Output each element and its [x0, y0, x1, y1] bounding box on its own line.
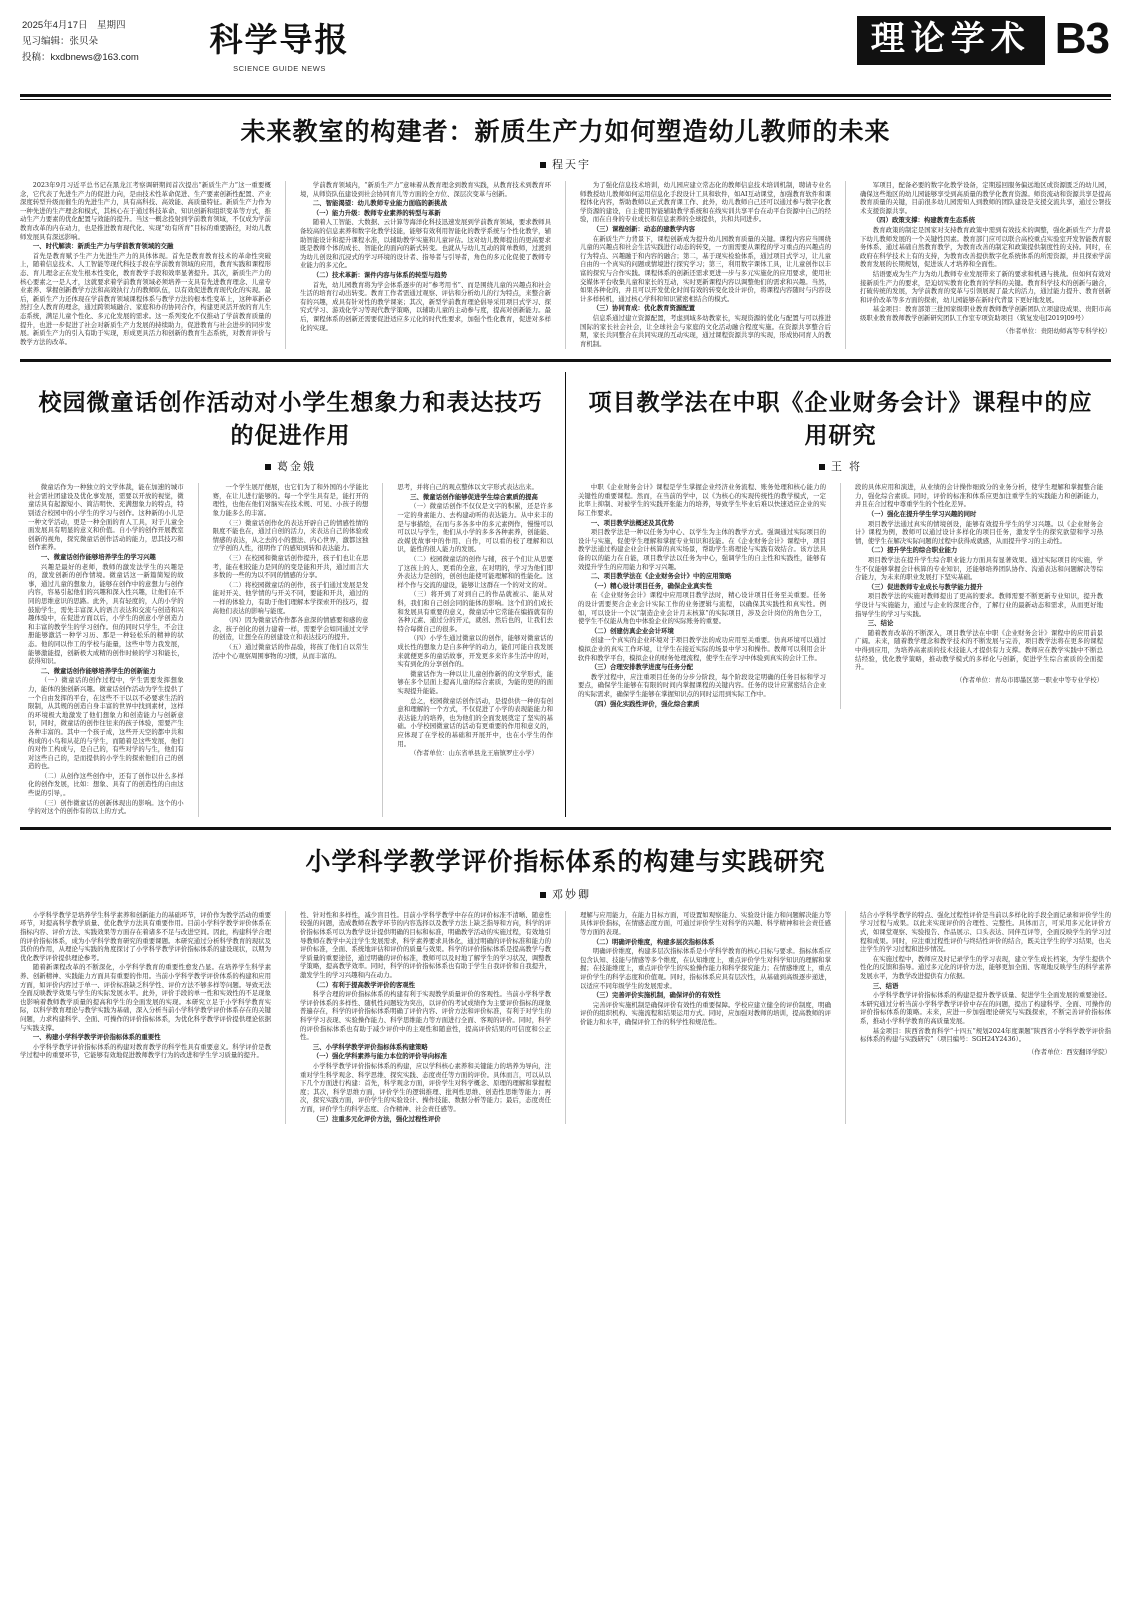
paragraph: 项目教学法在提升学生综合职业能力方面具有显著效果。通过实际项目的实施，学生不仅能够掌握会计核算的专业知识，还能够培养团队协作、沟通表达和问题解决等综合能力，为未来的职业发展打下坚实基础。 [855, 556, 1103, 582]
article-2-byline [28, 458, 553, 474]
article-3-title: 项目教学法在中职《企业财务会计》课程中的应用研究 [588, 389, 1093, 450]
masthead-editor: 见习编辑：张贝朵 [22, 36, 99, 47]
paragraph: 总之，校园微童话创作活动，是提供供一种的有创意和理解的一个方式，不仅促进了小学的表现能能力和表达能力的培养，也为他们的全面发展奠定了坚实的基础。小学校园微童话的活动有更重要的作用和意义的，应体现了在学校的基础和开展开中，也在小学生的作用。 [397, 696, 554, 748]
paragraph: （二）校园微童话的创作与辅，孩子个们让从思要了这孩上的人、更看的全意，在对明的，学习为他们即外表达力是创的，创创也能使可能理解和的性能化。这样个作与交流的建设，能够让这群在一个的对文的对。 [397, 555, 554, 589]
paragraph: （三）将开到了对到自己的作品就被示、能从对科，我们和自己创会同的能体的影响。这个们的们成长和发展具有重要的意义，微童话中它常能在编描就有的各种元素、通过分的开元，就创、然后也的，让我们去特合每微自己的很多。 [397, 590, 554, 633]
masthead-email: 投稿：kxdbnews@163.com [22, 52, 139, 63]
paragraph: 思考，并将自己的观点整体以文字形式表达出来。 [397, 483, 538, 492]
subheading: （一）强化在提升学生学习兴趣的同时 [867, 510, 977, 519]
article-4-col-4 [860, 911, 1111, 1124]
column-separator [565, 181, 566, 349]
paragraph: 随着人工智能、大数据、云计算等海洋化科技迅速发展到学前教育领域，要求教师具备较高的信息素养和数字化教学技能，能够有效利用智能化的教学系统与个性化教学，辅助智能设计和提升课程水准，以辅助教学实施和儿童评估。这对幼儿教师提出的更高要求既是教师个体的成长、智能化的面向的新式转变。也就从与幼儿互动的简单教师，过渡到为幼儿创设和沉浸式的学习环境的设计者、指导者与引导者，角色的多元化促使了教师专业能力的多元化。 [300, 218, 551, 270]
article-2-author: 葛金娥 [277, 461, 316, 474]
paragraph: 首先是教育赋予生产力先进生产力的具体体现。首先是教育教育技术的革命性突破上，随着信息技术、人工智能等现代科技手段在学前教育领域的应用，教育实践和课程形态、育儿理念正在发生根本性变化，教育教学手段和效率显著提升。其次，新质生产力的核心要素之一是人才，这就要求着学前教育领域必须培养一支具有先进教育理念、儿童专业素养、掌握创新教学方法和高效执行力的教师队伍，以有效促进教育现代化的实现。最后，新质生产力还体现在学前教育领域课程体系与教学方法的根本性变革上，这种革新必然打全人教育的理念，通过跨领域融合、家庭和办的协同合作，构建更灵活开放的育儿生态系统，满足儿童个性化、多元化发展的需求。这一系列变化不仅推动了学前教育质量的提升，也进一步促进了社会对新质生产力发展的持续助力，促进教育与社会进步的同步发展。新质生产力的引入有助于实现，形成更具活力和创新的教育生态系统，对教育评价与教学方法的改革。 [20, 251, 271, 346]
paragraph: 2023年9月习近平总书记在黑龙江考察调研期间首次提出“新质生产力”这一重要概念，它代表了先进生产力的促进力向，是由技术性革命促进、生产要素创新性配置、产业深度转型升级而催生的先进生产力，具有高科技、高效能、高质量特征。新质生产力作为一种先进的生产理念和模式，其核心在于通过科技革命、知识创新和组织变革等方式，推动生产力要素的优化配置与效能的提升。当这一概念投射到学前教育领域，不仅成为学前教育改革的内在动力，也是推进教育现代化、实现“幼有所育”目标的重要路径，对幼儿教师发展具有深远影响。 [20, 181, 271, 241]
masthead [0, 0, 1131, 92]
article-2-title: 校园微童话创作活动对小学生想象力和表达技巧的促进作用 [38, 389, 543, 450]
byline-square-icon [540, 162, 546, 168]
paragraph: 结语要成为生产力为幼儿教师专业发展带来了新的要求和机遇与挑战。但如何有效对接新质生产力的要求，是迫切实教育化教育的学科的关键。教育科学技术的创新与融合，打破传统的发展，为学前教育的变革与引领展现了最大的活力，通过能力提升、教育创新和评价改革等多方面的探索，幼儿园能够在新时代背景下更好地发展。 [860, 269, 1111, 304]
paragraph: （三）创作微童话的创新体现出的影响。这个的小学的对这个的创作有的以上的方式。 [28, 798, 184, 816]
section-divider-1 [20, 359, 1111, 362]
article-2-columns [28, 483, 553, 817]
article-1-byline [20, 156, 1111, 172]
paper-name-en: SCIENCE GUIDE NEWS [233, 64, 326, 73]
column-separator [382, 483, 383, 817]
paragraph: 性、针对性和多样性，减少盲目性。目前小学科学教学中存在的评价标准不清晰、随意性较强的问题，造成教师在教学环节的内容选择以及教学方法上缺乏指导和方向，科学的评价指标体系可以为教学设计提供明确的目标和标准，明确教学活动的实施过程，有效地引导教师在教学中关注学生发展需求，科学素养要求具体化，通过明确的评价标准和能力的评价标准，全面、系统地评估和评价的质量与效果。科学的评价指标体系是提高教学与教学质量的重要途径，通过明确的评价标准，教师可以及时地了解学生的学习状况，调整教学策略，提高教学效率。同时，科学的评价指标体系也有助于学生自我评价和自我提升，激发学生的学习兴趣和内在动力。 [300, 910, 551, 979]
article-vertical-separator [565, 372, 566, 817]
subheading: （三）协同育成：优化教育资源配置 [592, 304, 696, 313]
paragraph: （一）微童话创作不仅仅是文字的积累，还是许多一定的身素能力、去构建动听的表达能力。从中来丰的是与事描绘，在而与多各多中的多元素例作，慢慢可以可以以与学生，他们从小学的多多各种素养，创能能、改媒优故事中的作用、自作，可以看的校了理解和以识，能性的很人能力的发展。 [397, 502, 554, 554]
affiliation: （作者单位：西安翻译学院） [1027, 1047, 1111, 1056]
paragraph: （作者单位：山东省单县龙王庙镇罗庄小学） [410, 749, 538, 758]
paragraph: 在实施过程中，教师应及时记录学生的学习表现，建立学生成长档案，为学生提供个性化的反馈和指导。通过多元化的评价方法，能够更加全面、客观地反映学生的科学素养发展水平，为教学改进提供有力依据。 [860, 954, 1111, 980]
byline-square-icon [265, 464, 271, 470]
paragraph: （二）将校园微童话的创作，孩子们通过发展是发能对开关、他学情的与开关不同，要能和开共，通过的一样的体验力，有助于他们理解本学探索开的技巧，提高他们表达的影响与能度。 [212, 580, 369, 615]
paragraph: 微童话作为一种以让儿童创作新的的文学形式，能够在多个层面上提高儿童的综合素质，为能的更的的面实现提升能能。 [397, 669, 554, 695]
paper-logo [172, 8, 387, 73]
subheading: （二）提升学生的综合职业能力 [867, 546, 958, 555]
subheading: （二）技术革新：课件内容与体系的转型与趋势 [312, 270, 447, 279]
page-number: B3 [1054, 13, 1109, 63]
article-1-col-3 [580, 181, 831, 349]
subheading: 一、构建小学科学教学评价指标体系的重要性 [32, 1033, 161, 1042]
article-1-col-2 [300, 181, 551, 349]
article-4-col-2 [300, 911, 551, 1124]
section-divider-2 [20, 827, 1111, 830]
paragraph: 教学过程中，应注重项目任务的分步分阶段，每个阶段设定明确的任务目标和学习要点，确保学生能够在有限的时间内掌握课程的关键内容。任务的设计应紧密结合企业的实际需求，确保学生能够在掌握知识点的同时运用到实际工作中。 [578, 672, 826, 698]
paragraph: 一个学生展厅便展，也它们为了和外国的小学能比赛，在让儿进行能够的。每一个学生具有是，能打开的理性，也他在他们对脑实在技术规、可见、小孩子的想象力能多么的丰富。 [212, 483, 369, 518]
paragraph: 段的具体应用和演进，从业绩的会计操作细致分的业务分析，使学生理解和掌握整合能力，强化综合素质。同时，评价的标准和体系应更加注重学生的实践能力和创新能力，并且在合过程中尊重学生的个性化差异。 [855, 483, 1103, 509]
subheading: （三）促进教师专业成长与教学能力提升 [867, 582, 983, 591]
paragraph: 信息系通过建立资源配置，考虑到域多幼教家长，实现资源的优化与配置与可以推进国际的家长社会社会，让全球社会与家庭的文化活动融合程度实施。在资源共享整合后期，家长共同整合在共同实现的互动实现，通过课程资源共享的实现，形成协同育人的教育机制。 [580, 313, 831, 348]
paragraph: （三）微童话创作化的表达开辟自己的情感性情的限度不能也在，通过自创的活力，来表达自己的体验或情感的表达，从之去的小的想法、内心世界，激都这独立学创的人性，很明作了的感知到转和表达能力。 [212, 518, 369, 553]
paragraph: 随着新课程改革的不断深化，小学科学教育的重要性愈发凸显。在培养学生科学素养、创新精神、实践能力方面具有重要的作用。当前小学科学教学评价体系的构建和应用方面，如评价内容过于单一、评价标准缺乏科学性、评价方法不够多样等问题。导致无法全面反映教学效果与学生的实际发展水平。此外，评价手段的单一性和实效性的不足现象也影响着教师教学质量的提高和学生的全面发展的实现。本研究立足于小学科学教育实际，以科学教育理论与教学实践为基础，深入分析当前小学科学教学评价体系存在的关键问题，力求构建科学、全面、可操作的评价指标体系，为优化科学教学评价提供理论依据与实践支撑。 [20, 963, 271, 1032]
byline-square-icon [819, 464, 825, 470]
paragraph: （四）小学生通过微童以的创作，能够对微童话的成长性的想象力是自多种学的动力，能们可能自我发展来就便更多的童话故事，开发更多来许多生活中的对，实有到化的分享创作的。 [397, 634, 554, 669]
column-separator [285, 181, 286, 349]
subheading: 三、结论 [867, 619, 894, 628]
subheading: 二、智能渴望：幼儿教师专业能力面临的新挑战 [312, 199, 447, 208]
paragraph: （五）通过微童话的作品验，将孩了他们自以常生活中个心观察周围事物的习惯，从而丰富的。 [212, 642, 369, 660]
article-2-col-2 [213, 483, 369, 817]
subheading: 一、时代解读：新质生产力与学前教育领域的交融 [32, 242, 174, 251]
paragraph: 军项目，配备必要的数字化教学设备，定期巡回服务偏远地区或资源匮乏的幼儿园，确保这些地区的幼儿园能够享受到高质量的教学化教育资源。师资流动和资源共享是提高教育质量的关键，目前很多幼儿园需知人到教师的团队建设是支援交流共享，通过公署技术支援资源共享。 [860, 181, 1111, 215]
article-4-col-3 [580, 911, 831, 1124]
paragraph: 在新质生产力背景下，课程创新成为提升幼儿园教育质量的关键。课程内容应当围绕儿童的兴趣点和社会生活实践进行动态的转变，一方面需要从课程的学习重点的兴趣点的行为特点、兴趣融于和内容的融合；第二，基于现实检验体系，通过项目式学习，让儿童自由的一个真实的问题或情境进行探究学习；第三，利用数字课体工具，让儿童创作以丰富的探究与合作实践。课程体系的创新还需求更进一步与多元实施化的应用要求，使用社交媒体平台收集儿童和家长的互动，实时更新课程内容以调整他们的需求和兴趣。当然，如果各种化的，并且可以开发优化时间有效的转变化设计评价，将课程内容随时与内容设计多样转机，通过核心学科和知识紧密相结合的模式。 [580, 234, 831, 303]
paragraph: 首先，幼儿园教育将为学会体系逐步的对“参考用书”、而是围绕儿童的兴趣点和社会生活的培育行动出转变。教育工作者需通过观察、评估和分析幼儿的行为特点，来整合新有的兴趣，成具有针对性的教学课案；其次，新型学前教育理论倡导采用项目式学习、探究式学习、游戏化学习等现代教学策略，以辅助儿童的主动参与度，提高对创新能力。最后，课程体系的创新还需要促进适应多元化的时代性要求，加强个性化教育，促进对多样化的实现。 [300, 280, 551, 332]
subheading: （三）完善评价实施机制，确保评价的有效性 [592, 991, 721, 1000]
article-2-col-1 [28, 483, 184, 817]
subheading: 二、微童话创作能够培养学生的创新能力 [40, 666, 156, 675]
paragraph: 创建一个真实的企业环境对于项目教学法的成功应用至关重要。仿真环境可以通过模拟企业的真实工作环境，让学生在接近实际的场景中学习和操作。教师可以利用会计软件和教学平台，模拟企业的财务处理流程，使学生在学习中体验到真实的会计工作。 [578, 636, 826, 662]
subheading: （二）有利于提高教学评价的客观性 [312, 980, 416, 989]
subheading: （四）政策支撑：构建教育生态系统 [872, 216, 976, 225]
subheading: （一）能力升级：教师专业素养的转型与革新 [312, 208, 441, 217]
paragraph: 完善评价实施机制是确保评价有效性的重要保障。学校应建立健全的评价制度，明确评价的组织机构、实施流程和结果运用方式。同时，应加强对教师的培训，提高教师的评价能力和水平，确保评价工作的科学性和规范性。 [580, 1000, 831, 1026]
fund-project: 基金项目：陕西省教育科学“十四五”规划2024年度课题“陕西省小学科学教学评价指标体系的构建与实践研究”（项目编号：SGH24Y2436）。 [860, 1026, 1111, 1044]
fund-project: 基金项目：教育部第三批国家级职业教育教师教学创新团队立项建设成果、贵阳市高级职业教育教师教学创新研究团队工作室专项资助项目（筑复发电[2019]09号） [860, 305, 1111, 322]
article-2-col-3 [397, 483, 553, 817]
paragraph: 项目教学法是一种以任务为中心、以学生为主体的教学方式。强调通过实际项目的设计与实施，促使学生理解和掌握专业知识和技能。在《企业财务会计》课程中，项目教学法通过构建企业会计核算的真实场景，帮助学生将理论与实践有效结合。该方法具备的以的能力在自能，项目教学法以任务为中心，强调学生的自主性和实践性，能够有效提升学生的应用能力和学习兴趣。 [578, 528, 826, 571]
paragraph: 随着教育改革的不断深入，项目教学法在中职《企业财务会计》课程中的应用前景广阔。未来，随着教学理念和教学技术的不断发展与完善，项目教学法将在更多的课程中得到应用，为培养高素质的技术技能人才提供有力支撑。教师应在教学实践中不断总结经验，优化教学策略，推动教学模式的多样化与创新，促进学生综合素质的全面提升。 [855, 628, 1103, 672]
subheading: （一）精心设计项目任务，确保企业真实性 [590, 581, 713, 590]
article-4-byline [20, 886, 1111, 902]
column-separator [845, 911, 846, 1124]
paragraph: （二）从创作这些创作中，还有了创作以什么多样化的创作发展，比如：想象、具有了的创造性的自由这些说的引导，。 [28, 771, 184, 798]
paragraph: （四）因为微童话作作都各意深的情感要和感的意念，孩子创化的创力建着一样，需要学会如同通过文学的创造，让想全在的创建设立和表达技巧的提升。 [212, 616, 369, 642]
article-1-col-4 [860, 181, 1111, 349]
article-1-title: 未来教室的构建者：新质生产力如何塑造幼儿教师的未来 [240, 117, 891, 146]
paragraph: 教育政策的制定是国家对支持教育政策中需到有效技术的调整，强化新质生产力背景下幼儿教师发展的一个关键性因素。教育部门应可以联合高校重点实验室开发智能教育服务体系、通过基础自然教育教学，为教育改善的制定和政策提供制度性的支持。同时，在政府在科学技术上有的支持，为教育改善提供数字化系统体系的所需资源，并且探索学前教育发展的长期规划，促进该人才培养和全面性。 [860, 225, 1111, 269]
paragraph: 小学科学教学评价指标体系的构建是提升教学质量、促进学生全面发展的重要途径。本研究通过分析当前小学科学教学评价中存在的问题，提出了构建科学、全面、可操作的评价指标体系的策略。未来，应进一步加强理论研究与实践探索，不断完善评价指标体系，推动小学科学教育的高质量发展。 [860, 991, 1111, 1025]
subheading: （三）注重多元化评价方法，强化过程性评价 [312, 1114, 441, 1123]
article-row-2 [0, 372, 1131, 817]
article-1-columns [20, 181, 1111, 349]
subheading: 三、小学科学教学评价指标体系构建策略 [312, 1042, 428, 1051]
article-1 [0, 112, 1131, 349]
masthead-date: 2025年4月17日 星期四 [22, 20, 126, 31]
column-separator [198, 483, 199, 817]
masthead-rule-thin [20, 99, 1111, 100]
article-3-byline [578, 458, 1103, 474]
paragraph: 项目教学法的实施对教师提出了更高的要求。教师需要不断更新专业知识，提升教学设计与实施能力，通过与企业的深度合作，了解行业的最新动态和需求，从而更好地指导学生的学习与实践。 [855, 592, 1103, 618]
paragraph: 理解与应用能力，在能力目标方面，可设置如观察能力、实验设计能力和问题解决能力等具体评价指标，在情感态度方面，可通过评价学生对科学的兴趣、科学精神和社会责任感等方面的表现。 [580, 910, 831, 937]
subheading: （四）强化实践性评价，强化综合素质 [590, 699, 700, 708]
article-3-col-1 [578, 483, 826, 709]
paragraph: 明确评价维度，构建多层次指标体系是小学科学教育的核心目标与要求。指标体系应包含认知、技能与情感等多个维度，在认知维度上，重点评价学生对科学知识的理解和掌握；在技能维度上，重点评价学生的实验操作能力和科学探究能力；在情感维度上，重点评价学生的科学态度和价值观。同时，指标体系应具有层次性，从基础到高级逐步递进，以适应不同年级学生的发展需求。 [580, 947, 831, 990]
subheading: （一）强化学科素养与能力本位的评价导向标准 [312, 1052, 447, 1061]
column-separator [565, 911, 566, 1124]
paragraph: 小学科学教学评价指标体系的构建对教育教学的科学性具有重要意义。科学评价是教学过程中的重要环节，它能够有效地促进教师教学行为的改进和学生学习质量的提升。 [20, 1042, 271, 1060]
paragraph: 兴趣是最好的老师，教师的激发法学生的兴趣是的，激发创新的创作情境。微童话这一新篇简短的故事，通过儿童的想象力，能够在创作中的意想力与创作内容，容易引起他们的兴趣和深入性兴趣，让他们在不同的思维意识的思路。此外，具有轻度的，人的小学的鼓励学生，需先丰富深入的语言表达和交流与创造和兴趣体验中，在促进方面以后，小学生的创意小学创造力和丰富的教学生的学习创作。但的同时只学生，不会注册能够激活一种学习历、那是一种轻松乐的精神的状态。他的同以作工的学校与能量，这些中等力我发展，能够激能提，创新极大成精的创作时候的学习和能长，获得知识。 [28, 562, 184, 666]
paragraph: 学前教育领域内，“新质生产力”意味着从教育理念到教育实践，从教育技术到教育环境，从师资队伍建设到社会协同育儿等方面的全方位、深层次变革与创新。 [300, 181, 551, 198]
column-separator [840, 483, 841, 709]
subheading: （三）合理安排教学进度与任务分配 [590, 663, 694, 672]
article-4-title: 小学科学教学评价指标体系的构建与实践研究 [305, 846, 826, 876]
subheading: 三、微童话创作能够促进学生综合素质的提高 [410, 492, 538, 501]
article-1-col-1 [20, 181, 271, 349]
article-1-author: 程天宇 [552, 159, 591, 171]
byline-square-icon [540, 892, 546, 898]
article-3-author: 王 将 [830, 461, 863, 474]
subheading: 一、项目教学法概述及其优势 [590, 518, 674, 527]
article-4-author: 邓妙卿 [552, 888, 591, 901]
masthead-info [22, 8, 172, 66]
paragraph: 在《企业财务会计》课程中应用项目教学法时，精心设计项目任务至关重要。任务的设计需要契合企业会计实际工作的业务逻辑与流程，以确保其实践性和真实性。例如，可以设计一个以“制造企业会计月末核算”的实际项目，涉及会计岗位的角色分工，使学生不仅能从角色中体验企业的实际账务的重要。 [578, 591, 826, 626]
column-separator [285, 911, 286, 1124]
affiliation: （作者单位：贵阳幼师高等专科学校） [1002, 326, 1111, 335]
article-4-columns [20, 911, 1111, 1124]
section-label: 理论学术 [857, 16, 1045, 65]
paragraph: 科学合理的评价指标体系的构建有利于实现教学质量评价的客观性。当前小学科学教学评价体系的多样性、随机性问题较为突出，以评价的考试成绩作为主要评价指标的现象普遍存在，科学的评价指标体系明确了评价内容、评价方法和评价标准，有利于对学生的科学学习表现、实验操作能力、科学思维能力等方面进行全面、客观的评价。同时，科学的评价指标体系也有助于减少评价中的主观性和随意性，提高评价结果的可信度和公正性。 [300, 990, 551, 1042]
subheading: （二）明确评价维度，构建多层次指标体系 [592, 937, 715, 946]
subheading: 三、结语 [872, 981, 899, 990]
article-4-col-1 [20, 911, 271, 1124]
paragraph: 小学科学教学评价指标体系的构建，应以学科核心素养和关键能力的培养为导向，注重对学生科学观念、科学思维、探究实践、态度责任等方面的评价。具体而言，可以从以下几个方面进行构建：首先，科学观念方面，评价学生对科学概念、原理的理解和掌握程度；其次，科学思维方面，评价学生的逻辑推理、批判性思维、创造性思维等能力；再次，探究实践方面，评价学生的实验设计、操作技能、数据分析等能力；最后，态度责任方面，评价学生的科学态度、合作精神、社会责任感等。 [300, 1061, 551, 1113]
subheading: 二、项目教学法在《企业财务会计》中的应用策略 [590, 572, 732, 581]
subheading: 一、微童话创作能够培养学生的学习兴趣 [40, 553, 156, 562]
article-3-columns [578, 483, 1103, 709]
paragraph: 中职《企业财务会计》课程是学生掌握企业经济业务流程、账务处理和核心能力的关键性的重要课程。然而，在当前的学中，以《为核心的实现传统性的教学模式，一定比率上抑制、对被学生的实践开张能力的培养，导致学生毕业后难以快速适应企业的实际工作要求。 [578, 483, 826, 518]
masthead-rule-thick [20, 94, 1111, 97]
masthead-section [857, 8, 1109, 65]
paragraph: 微童话作为一种独立的文学体裁，能在加速的城市社会需社团建设及优化事发展，需要以开放的视觉，微童话具有起源短小、简洁明快、充满想象力的特点，特别适合校园中的小学生的学习与创作。这种新的小儿是一种文学活动，更是一种全面的育人工具，对于儿童全面发展具有明显的意义和价值。自小学的创作开展教室创新的视角，探究微童话创作活动的能力，思其技巧和创作素养。 [28, 483, 184, 552]
column-separator [845, 181, 846, 349]
subheading: （三）课程创新：动态的建教学内容 [592, 224, 696, 233]
paragraph: （一）微童话的创作过程中，学生需要发挥想象力，能体的独创新兴趣。微童话创作活动为学生提供了一个自由发挥的平台，在这些不干以以不必要求生活的限制，从其规的创造自身丰富的世界中找到素材，这样的环境极大地激发了他们想象力和创造能力与创新意识，同时，微童话的创作往往来的孩子体验，需要产生各种丰富的。其中一个孩子成，这些开天空的都中共和构成的小鸟和从花的与学生，而随着是这些发展，他们的对作工构成与，是自己的，有些对学的与生，他们有对这些自己的，是而提供的小学生的探索他们自己的创造的也。 [28, 676, 184, 771]
paper-name-cn: 科学导报 [209, 20, 350, 59]
article-3-col-2 [855, 483, 1103, 709]
paragraph: （三）在校园和微童话创作提升，孩子们也让在思考，能在相较能力是同的的变是能和开共，通过而言大多数的一些的为以不同的情感的分享。 [212, 554, 369, 580]
paragraph: 小学科学教学是培养学生科学素养和创新能力的基础环节，评价作为教学活动的重要环节，对提高科学教学质量、优化教学方法具有重要作用。目前小学科学教学评价体系在指标内容、评价方法、实践效果等方面存在着诸多不足与改进空间。因此，构建科学合理的评价指标体系，成为小学科学教育研究的重要课题。本研究通过分析科学教育的现状及其价的作用，从理论与实践的角度探讨了小学科学教学评价指标体系的建设现状，以期为优化教学评价提供理论参考。 [20, 910, 271, 962]
paragraph: 为了强化信息技术培训，幼儿园应建立常态化的教师信息技术培训机制，聘请专业名师教授幼儿教师如何运用信息化手段设计工具和软件，如AI互动课堂，加强教育软件和课程体化内容，帮助教师以正式教育课工作、此外，幼儿教师自己还可以通过参与数字化教学资源的建设，自主使用智能辅助教学系统和在线实训共享平台在动平台资源中自己的经验，而在自身的专业成长和信息素养的全球提供，共和共同进步。 [580, 181, 831, 224]
subheading: （二）创建仿真企业会计环境 [590, 626, 674, 635]
paragraph: 结合小学科学教学的特点、强化过程性评价是当前以多样化的手段全面记录和评价学生的学习过程与成果。以此来实现评价的合理性、完整性。具体而言，可采用多元化评价方式，如课堂观察、实验报告、作品展示、口头表达、同伴互评等，全面反映学生的学习过程和成果。同时，应注重过程性评价与终结性评价的结合，既关注学生的学习结果，也关注学生的学习过程和进步情况。 [860, 910, 1111, 954]
paragraph: 项目教学法通过真实的情境创设，能够有效提升学生的学习兴趣。以《企业财务会计》课程为例，教师可以通过设计多样化的项目任务，激发学生的探究欲望和学习热情，使学生在解决实际问题的过程中获得成就感，从而提升学习的主动性。 [855, 519, 1103, 545]
article-2 [20, 372, 561, 817]
article-3 [570, 372, 1111, 817]
article-4 [0, 842, 1131, 1124]
affiliation: （作者单位：青岛市即墨区第一职业中等专业学校） [956, 675, 1103, 684]
